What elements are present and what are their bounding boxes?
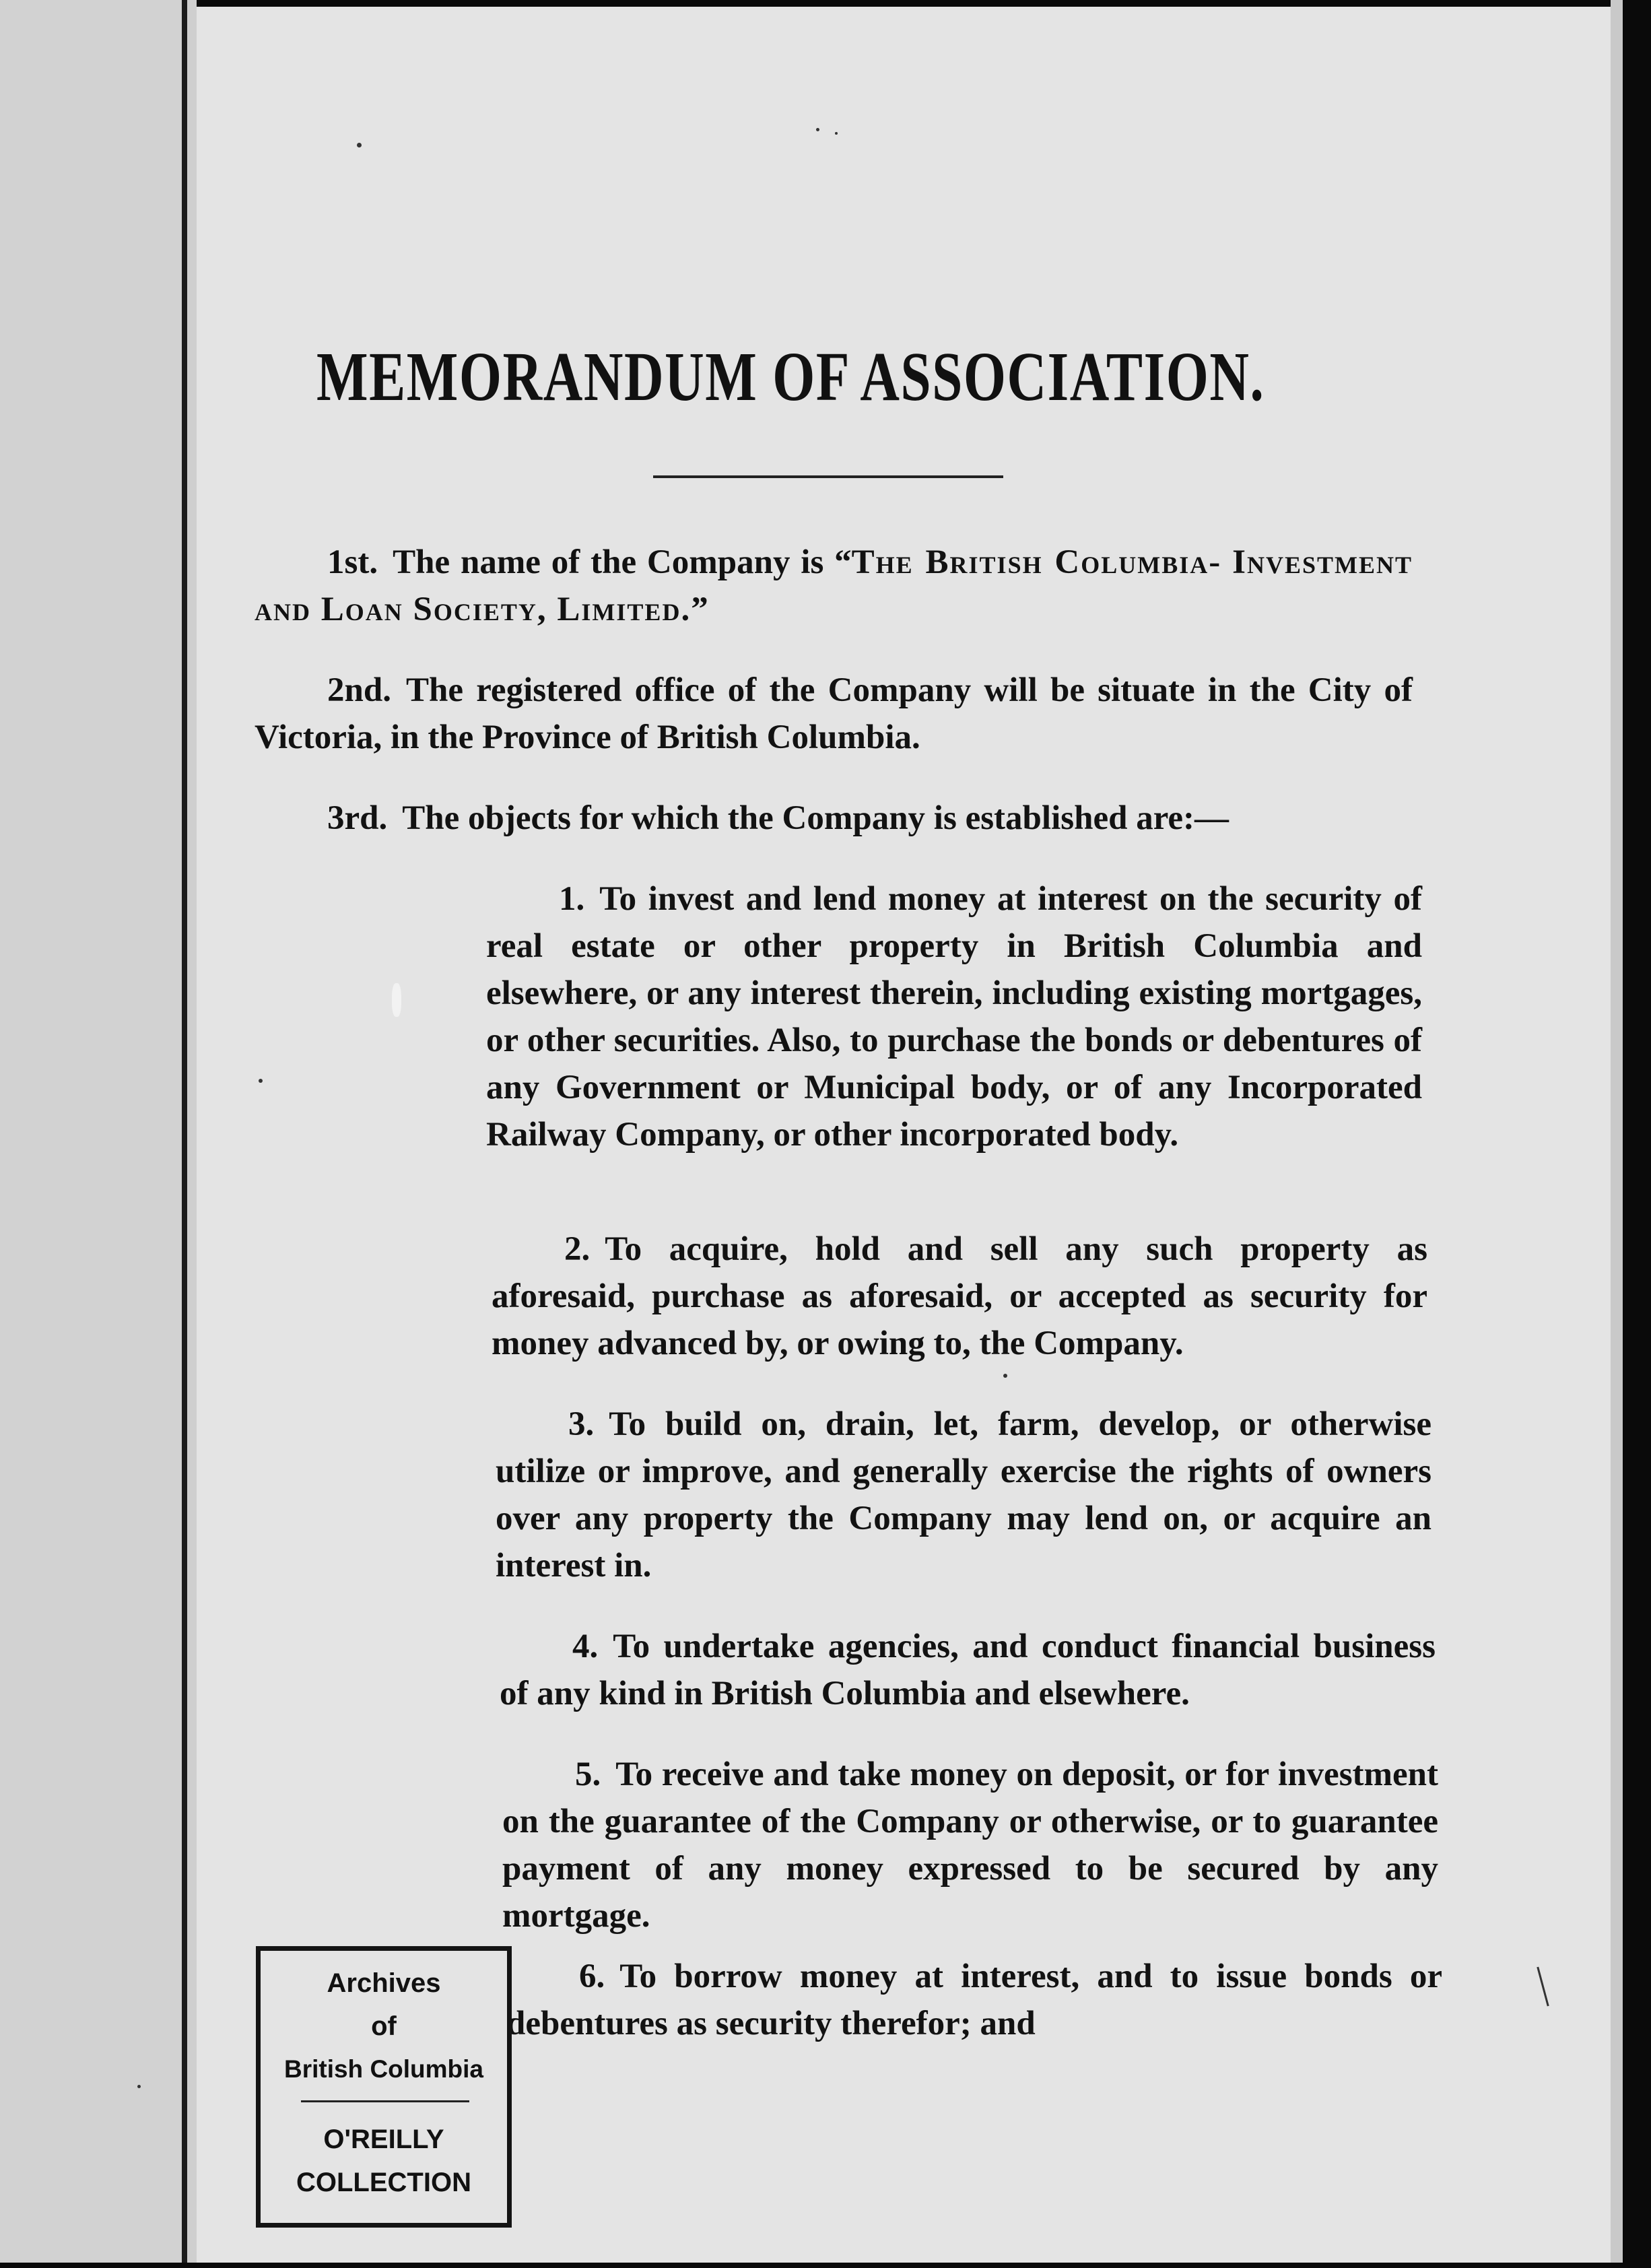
clause-3-ordinal: 3rd. <box>327 799 388 837</box>
object-item <box>496 1401 1431 1589</box>
page-fold-line <box>182 0 187 2268</box>
scan-border-right <box>1623 0 1651 2268</box>
clause-2-text: The registered office of the Company will be situate in the City of Victoria, in the Province of British Columbia. <box>255 671 1413 756</box>
clause-1-close-quote: ” <box>691 591 708 628</box>
clause-1-text: The name of the Company is “ <box>393 543 852 581</box>
object-text: To invest and lend money at interest on the security of real estate or other property in British Columbia and elsewhere, or any interest therein, including existing mortgages, or other securities. Also, to purchase the bonds or debentures of any Government or Municipal body, or of any Incorporated Railway Company, or other incorporated body. <box>486 880 1422 1154</box>
object-text: To build on, drain, let, farm, develop, or otherwise utilize or improve, and generally exercise the rights of owners over any property the Company may lend on, or acquire an interest in. <box>496 1405 1431 1585</box>
clause-3 <box>255 795 1413 842</box>
title-underline <box>653 475 1003 478</box>
company-name-part-2: Investment and Loan Society, Limited. <box>255 543 1413 628</box>
stamp-line: O'REILLY <box>323 2125 444 2154</box>
scan-border-bottom <box>0 2263 1651 2268</box>
facing-page-margin <box>0 0 182 2268</box>
company-name-part-1: The British Columbia- <box>851 543 1222 581</box>
object-text: To undertake agencies, and conduct financial business of any kind in British Columbia and elsewhere. <box>500 1628 1436 1712</box>
object-number: 1. <box>559 880 585 918</box>
stamp-line: British Columbia <box>283 2055 484 2083</box>
object-item <box>492 1226 1427 1367</box>
object-number: 2. <box>564 1230 591 1268</box>
clause-1 <box>255 539 1413 633</box>
clause-2 <box>255 667 1413 761</box>
object-text: To acquire, hold and sell any such property as aforesaid, purchase as aforesaid, or accepted as security for money advanced by, or owing to, the Company. <box>492 1230 1427 1362</box>
object-item <box>486 875 1422 1158</box>
document-title: MEMORANDUM OF ASSOCIATION. <box>316 338 1265 415</box>
object-number: 5. <box>575 1756 601 1793</box>
object-number: 3. <box>568 1405 595 1443</box>
object-item <box>502 1751 1438 1939</box>
object-text: To borrow money at interest, and to issue bonds or debentures as security therefor; and <box>506 1958 1442 2042</box>
stamp-line: of <box>371 2011 397 2041</box>
stamp-line: COLLECTION <box>296 2168 471 2197</box>
clause-2-ordinal: 2nd. <box>327 671 391 709</box>
scan-border-top <box>0 0 1651 7</box>
archives-stamp <box>256 1946 512 2228</box>
object-number: 4. <box>572 1628 599 1665</box>
object-number: 6. <box>579 1958 605 1995</box>
clause-1-ordinal: 1st. <box>327 543 378 581</box>
page-fold-shadow <box>187 0 197 2268</box>
clause-3-text: The objects for which the Company is established are:— <box>402 799 1229 837</box>
stamp-line: Archives <box>327 1968 441 1998</box>
object-text: To receive and take money on deposit, or for investment on the guarantee of the Company or otherwise, or to guarantee payment of any money expressed to be secured by any mortgage. <box>502 1756 1438 1935</box>
page-edge-right <box>1611 0 1623 2268</box>
object-item <box>500 1623 1436 1717</box>
object-item <box>506 1953 1442 2047</box>
stamp-divider <box>301 2100 469 2102</box>
